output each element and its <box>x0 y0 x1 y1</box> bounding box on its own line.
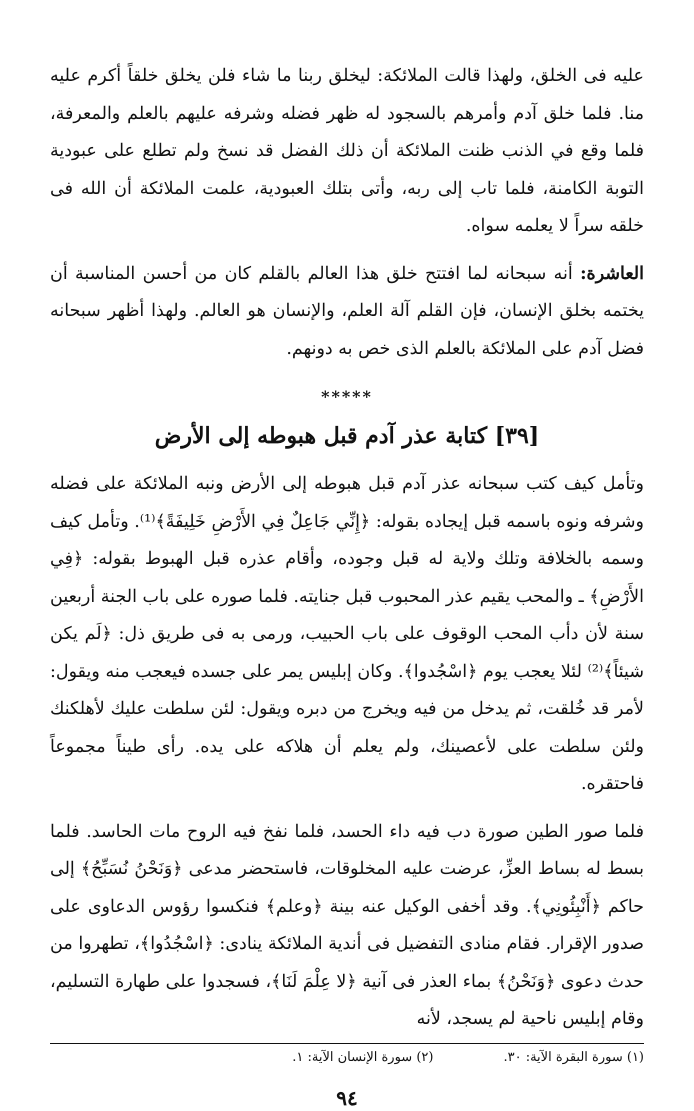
footnotes <box>50 1046 644 1070</box>
section-heading: [٣٩] كتابة عذر آدم قبل هبوطه إلى الأرض <box>154 423 540 449</box>
paragraph-body-2 <box>50 814 644 1039</box>
footnote-1: (١) سورة البقرة الآية: ٣٠. <box>503 1049 644 1065</box>
paragraph-text: وتأمل كيف كتب سبحانه عذر آدم قبل هبوطه إلى الأرض ونبه الملائكة على فضله وشرفه ونوه باسمه قبل إيجاده بقوله: ﴿إِنِّي جَاعِلٌ فِي الأَرْضِ خَلِيفَةً﴾⁽¹⁾. وتأمل كيف وسمه بالخلافة وتلك ولاية له قبل وجوده، وأقام عذره قبل الهبوط بقوله: ﴿فِي الأَرْضِ﴾ ـ والمحب يقيم عذر المحبوب قبل جنايته. فلما صوره على باب الجنة أربعين سنة لأن دأب المحب الوقوف على باب الحبيب، ورمى به فى طريق ذل: ﴿لَم يكن شيئاً﴾⁽²⁾ لئلا يعجب يوم ﴿اسْجُدوا﴾. وكان إبليس يمر على جسده فيعجب منه ويقول: لأمر قد خُلقت، ثم يدخل من فيه ويخرج من دبره ويقول: لئن سلطت عليك لأهلكنك ولئن سلطت على لأعصينك، ولم يعلم أن هلاكه على يده. رأى طيناً مجموعاً فاحتقره. <box>50 474 644 794</box>
page-number: ٩٤ <box>336 1085 358 1110</box>
paragraph-top-2 <box>50 256 644 369</box>
footnote-2: (٢) سورة الإنسان الآية: ١. <box>292 1049 434 1065</box>
paragraph-text: أنه سبحانه لما افتتح خلق هذا العالم بالقلم كان من أحسن المناسبة أن يختمه بخلق الإنسان، فإن القلم آلة العلم، والإنسان هو العالم. ولهذا أظهر سبحانه فضل آدم على الملائكة بالعلم الذى خص به دونهم. <box>50 263 644 359</box>
paragraph-lead: العاشرة: <box>580 263 644 284</box>
paragraph-text: عليه فى الخلق، ولهذا قالت الملائكة: ليخلق ربنا ما شاء فلن يخلق خلقاً أكرم عليه منا. فلما خلق آدم وأمرهم بالسجود له ظهر فضله وشرفه عليهم بالعلم والمعرفة، فلما وقع في الذنب ظنت الملائكة أن ذلك الفضل قد نسخ ولم تطلع على عبودية التوبة الكامنة، فلما تاب إلى ربه، وأتى بتلك العبودية، علمت الملائكة أن الله فى خلقه سراً لا يعلمه سواه. <box>50 66 644 236</box>
paragraph-top-1 <box>50 58 644 246</box>
footnote-divider <box>50 1043 644 1044</box>
section-separator: ***** <box>321 387 373 406</box>
paragraph-body-1 <box>50 466 644 804</box>
paragraph-text: فلما صور الطين صورة دب فيه داء الحسد، فلما نفخ فيه الروح مات الحاسد. فلما بسط له بساط العزِّ، عرضت عليه المخلوقات، فاستحضر مدعى ﴿وَنَحْنُ نُسَبِّحُ﴾ إلى حاكم ﴿أَنْبِئُونِي﴾. وقد أخفى الوكيل عنه بينة ﴿وعلم﴾ فنكسوا رؤوس الدعاوى على صدور الإقرار. فقام منادى التفضيل فى أندية الملائكة ينادى: ﴿اسْجُدُوا﴾، تطهروا من حدث دعوى ﴿وَنَحْنُ﴾ بماء العذر فى آنية ﴿لا عِلْمَ لَنَا﴾، فسجدوا على طهارة التسليم، وقام إبليس ناحية لم يسجد، لأنه <box>50 821 644 1029</box>
